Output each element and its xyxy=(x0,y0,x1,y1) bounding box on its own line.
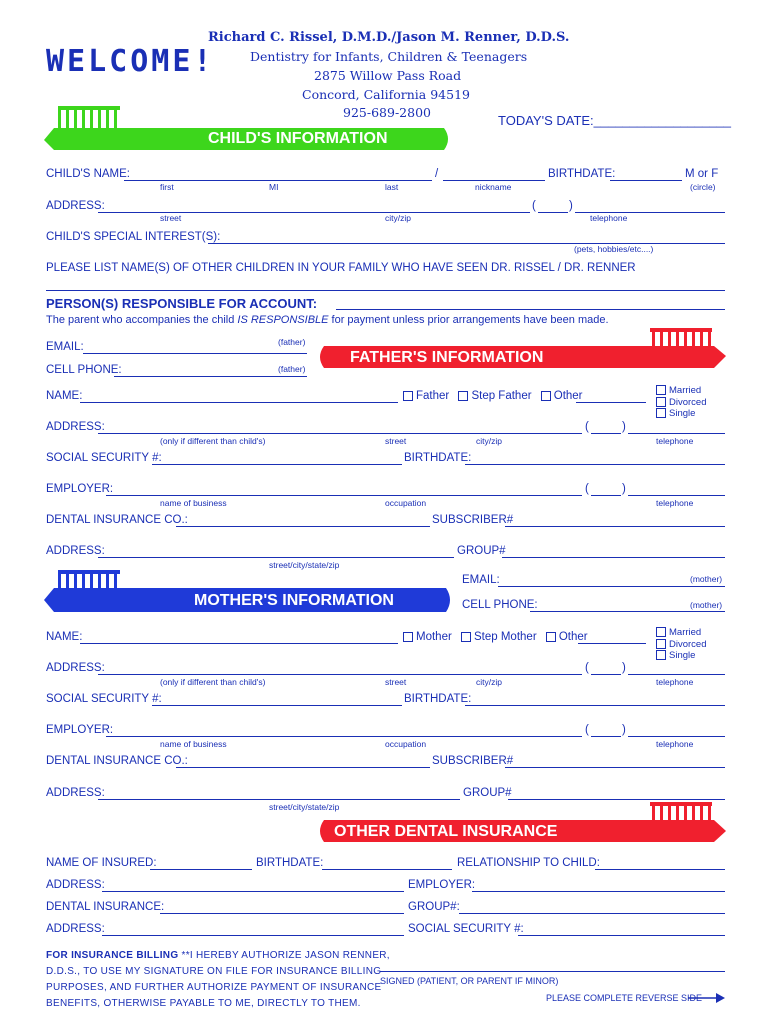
father-address-label: ADDRESS: xyxy=(46,421,105,433)
sub-street: street xyxy=(385,436,407,446)
father-employer-line[interactable] xyxy=(106,495,582,496)
child-areacode-line[interactable] xyxy=(538,212,568,213)
signature-caption: SIGNED (PATIENT, OR PARENT IF MINOR) xyxy=(380,976,559,986)
practice-phone: 925-689-2800 xyxy=(343,105,431,120)
mother-ssn-line[interactable] xyxy=(152,705,402,706)
sub-telephone: telephone xyxy=(656,498,694,508)
father-relation-options[interactable] xyxy=(403,390,583,402)
mother-email-tag: (mother) xyxy=(690,574,723,584)
note-part-2: for payment unless prior arrangements have been made. xyxy=(328,314,609,326)
checkbox-divorced[interactable] xyxy=(656,639,666,649)
mother-ins-address-label: ADDRESS: xyxy=(46,787,105,799)
checkbox-mother[interactable] xyxy=(403,632,413,642)
mother-ssn-label: SOCIAL SECURITY #: xyxy=(46,693,162,705)
opt-married: Married xyxy=(669,627,702,638)
sub-occupation: occupation xyxy=(385,498,427,508)
mother-address-line[interactable] xyxy=(98,674,582,675)
father-cell-tag: (father) xyxy=(278,364,306,374)
mother-other-line[interactable] xyxy=(578,643,646,644)
insured-name-line[interactable] xyxy=(150,869,252,870)
relationship-label: RELATIONSHIP TO CHILD: xyxy=(457,857,600,869)
mother-emp-areacode-line[interactable] xyxy=(591,736,621,737)
sub-business: name of business xyxy=(160,498,227,508)
father-ins-address-label: ADDRESS: xyxy=(46,545,105,557)
father-name-label: NAME: xyxy=(46,390,83,402)
opt-divorced: Divorced xyxy=(669,396,707,408)
sub-telephone: telephone xyxy=(656,739,694,749)
father-email-line[interactable] xyxy=(83,353,307,354)
child-nickname-line[interactable] xyxy=(443,180,545,181)
mother-areacode-line[interactable] xyxy=(591,674,621,675)
opt-stepfather: Step Father xyxy=(471,390,532,402)
mother-email-line[interactable] xyxy=(498,586,725,587)
other-insurance-label: DENTAL INSURANCE: xyxy=(46,901,165,913)
opt-other: Other xyxy=(553,390,583,402)
arrow-right-icon xyxy=(688,992,726,1004)
mother-cell-label: CELL PHONE: xyxy=(462,599,538,611)
checkbox-other[interactable] xyxy=(546,632,556,642)
father-email-label: EMAIL: xyxy=(46,341,84,353)
welcome-heading: WELCOME! xyxy=(46,44,215,79)
checkbox-single[interactable] xyxy=(656,408,666,418)
sub-cityzip: city/zip xyxy=(476,436,502,446)
father-employer-label: EMPLOYER: xyxy=(46,483,114,495)
mother-email-label: EMAIL: xyxy=(462,574,500,586)
other-insurance-line[interactable] xyxy=(160,913,404,914)
opt-married: Married xyxy=(669,385,702,396)
mother-marital[interactable] xyxy=(656,627,707,662)
mother-name-label: NAME: xyxy=(46,631,83,643)
sub-only-if: (only if different than child's) xyxy=(160,677,266,687)
mother-emp-phone-open: ( xyxy=(585,724,589,736)
billing-line-4: BENEFITS, OTHERWISE PAYABLE TO ME, DIRECTLY TO THEM. xyxy=(46,998,361,1009)
father-emp-areacode-line[interactable] xyxy=(591,495,621,496)
opt-stepmother: Step Mother xyxy=(474,631,537,643)
father-subscriber-line[interactable] xyxy=(505,526,725,527)
billing-line-3: PURPOSES, AND FURTHER AUTHORIZE PAYMENT OF INSURANCE xyxy=(46,982,382,993)
child-name-slash: / xyxy=(435,168,439,180)
sub-occupation: occupation xyxy=(385,739,427,749)
child-birthdate-line[interactable] xyxy=(610,180,682,181)
doctor-names: Richard C. Rissel, D.M.D./Jason M. Renner, D.D.S. xyxy=(208,30,570,45)
insured-birthdate-line[interactable] xyxy=(322,869,452,870)
sub-first: first xyxy=(160,182,174,192)
father-birthdate-label: BIRTHDATE: xyxy=(404,452,472,464)
mother-phone-open: ( xyxy=(585,662,589,674)
other-ssn-line[interactable] xyxy=(518,935,725,936)
sub-cityzip: city/zip xyxy=(476,677,502,687)
father-cell-label: CELL PHONE: xyxy=(46,364,122,376)
other-address-line[interactable] xyxy=(102,891,404,892)
father-other-line[interactable] xyxy=(576,402,646,403)
child-address-label: ADDRESS: xyxy=(46,200,105,212)
father-phone-open: ( xyxy=(585,421,589,433)
child-birthdate-label: BIRTHDATE: xyxy=(548,168,616,180)
father-group-line[interactable] xyxy=(502,557,725,558)
father-subscriber-label: SUBSCRIBER# xyxy=(432,514,514,526)
mother-phone-close: ) xyxy=(622,662,626,674)
sub-nickname: nickname xyxy=(475,182,512,192)
insured-name-label: NAME OF INSURED: xyxy=(46,857,157,869)
mother-employer-label: EMPLOYER: xyxy=(46,724,114,736)
sub-last: last xyxy=(385,182,399,192)
mother-relation-options[interactable] xyxy=(403,631,588,643)
other-children-line[interactable] xyxy=(46,290,725,291)
mother-birthdate-line[interactable] xyxy=(465,705,725,706)
mother-subscriber-line[interactable] xyxy=(505,767,725,768)
other-group-label: GROUP#: xyxy=(408,901,460,913)
father-emp-phone-line[interactable] xyxy=(628,495,725,496)
mother-employer-line[interactable] xyxy=(106,736,582,737)
note-part-1: The parent who accompanies the child xyxy=(46,314,238,326)
opt-single: Single xyxy=(669,408,696,419)
sub-telephone: telephone xyxy=(656,436,694,446)
child-phone-close: ) xyxy=(569,200,573,212)
billing-line-1: **I HEREBY AUTHORIZE JASON RENNER, xyxy=(178,950,390,961)
other-group-line[interactable] xyxy=(459,913,725,914)
practice-city: Concord, California 94519 xyxy=(302,87,470,102)
child-name-label: CHILD'S NAME: xyxy=(46,168,130,180)
father-address-line[interactable] xyxy=(98,433,582,434)
mother-subscriber-label: SUBSCRIBER# xyxy=(432,755,514,767)
sub-street-city: street/city/state/zip xyxy=(269,560,340,570)
bristles-icon xyxy=(650,328,712,348)
insured-birthdate-label: BIRTHDATE: xyxy=(256,857,324,869)
practice-street: 2875 Willow Pass Road xyxy=(314,68,462,83)
sub-business: name of business xyxy=(160,739,227,749)
sub-telephone: telephone xyxy=(656,677,694,687)
opt-father: Father xyxy=(416,390,450,402)
father-insurance-label: DENTAL INSURANCE CO.: xyxy=(46,514,188,526)
father-birthdate-line[interactable] xyxy=(465,464,725,465)
sub-street-city: street/city/state/zip xyxy=(269,802,340,812)
other-banner-title: OTHER DENTAL INSURANCE xyxy=(334,823,558,840)
mother-emp-phone-close: ) xyxy=(622,724,626,736)
child-sex-label: M or F xyxy=(685,168,719,180)
signature-line[interactable] xyxy=(380,971,725,972)
child-banner-title: CHILD'S INFORMATION xyxy=(208,130,388,147)
responsible-line[interactable] xyxy=(336,309,725,310)
opt-mother: Mother xyxy=(416,631,452,643)
mother-group-label: GROUP# xyxy=(463,787,512,799)
billing-authorization xyxy=(46,948,390,1012)
father-phone-close: ) xyxy=(622,421,626,433)
mother-birthdate-label: BIRTHDATE: xyxy=(404,693,472,705)
checkbox-stepmother[interactable] xyxy=(461,632,471,642)
father-ins-address-line[interactable] xyxy=(98,557,454,558)
checkbox-father[interactable] xyxy=(403,391,413,401)
checkbox-stepfather[interactable] xyxy=(458,391,468,401)
child-phone-open: ( xyxy=(532,200,536,212)
sub-street: street xyxy=(385,677,407,687)
father-ssn-label: SOCIAL SECURITY #: xyxy=(46,452,162,464)
billing-heading: FOR INSURANCE BILLING xyxy=(46,950,179,961)
practice-specialty: Dentistry for Infants, Children & Teenagers xyxy=(250,49,528,64)
mother-address-label: ADDRESS: xyxy=(46,662,105,674)
sub-street: street xyxy=(160,213,182,223)
mother-insurance-label: DENTAL INSURANCE CO.: xyxy=(46,755,188,767)
reverse-side-note: PLEASE COMPLETE REVERSE SIDE xyxy=(546,993,703,1003)
note-emphasis: IS RESPONSIBLE xyxy=(237,314,329,326)
sub-cityzip: city/zip xyxy=(385,213,411,223)
father-banner-title: FATHER'S INFORMATION xyxy=(350,349,544,366)
responsible-label: PERSON(S) RESPONSIBLE FOR ACCOUNT: xyxy=(46,296,318,311)
other-ssn-label: SOCIAL SECURITY #: xyxy=(408,923,524,935)
father-name-line[interactable] xyxy=(80,402,398,403)
checkbox-other[interactable] xyxy=(541,391,551,401)
checkbox-married[interactable] xyxy=(656,385,666,395)
opt-single: Single xyxy=(669,650,696,661)
checkbox-married[interactable] xyxy=(656,627,666,637)
mother-banner-title: MOTHER'S INFORMATION xyxy=(194,592,394,609)
father-ssn-line[interactable] xyxy=(152,464,402,465)
father-emp-phone-open: ( xyxy=(585,483,589,495)
sub-only-if: (only if different than child's) xyxy=(160,436,266,446)
child-interest-label: CHILD'S SPECIAL INTEREST(S): xyxy=(46,231,221,243)
mother-cell-tag: (mother) xyxy=(690,600,723,610)
father-email-tag: (father) xyxy=(278,337,306,347)
other-address2-line[interactable] xyxy=(102,935,404,936)
father-emp-phone-close: ) xyxy=(622,483,626,495)
bristles-icon xyxy=(58,570,120,590)
mother-emp-phone-line[interactable] xyxy=(628,736,725,737)
sub-telephone: telephone xyxy=(590,213,628,223)
checkbox-divorced[interactable] xyxy=(656,397,666,407)
child-name-line[interactable] xyxy=(124,180,432,181)
mother-cell-line[interactable] xyxy=(530,611,725,612)
relationship-line[interactable] xyxy=(595,869,725,870)
sub-pets: (pets, hobbies/etc....) xyxy=(574,244,654,254)
bristles-icon xyxy=(650,802,712,822)
other-children-label: PLEASE LIST NAME(S) OF OTHER CHILDREN IN YOUR FAMILY WHO HAVE SEEN DR. RISSEL / DR. RENNER xyxy=(46,262,636,274)
father-insurance-line[interactable] xyxy=(176,526,430,527)
father-phone-line[interactable] xyxy=(628,433,725,434)
father-areacode-line[interactable] xyxy=(591,433,621,434)
sub-circle: (circle) xyxy=(690,182,716,192)
opt-other: Other xyxy=(558,631,588,643)
bristles-icon xyxy=(58,106,120,128)
other-employer-label: EMPLOYER: xyxy=(408,879,476,891)
checkbox-single[interactable] xyxy=(656,650,666,660)
other-employer-line[interactable] xyxy=(472,891,725,892)
father-cell-line[interactable] xyxy=(114,376,307,377)
todays-date-field[interactable]: TODAY'S DATE:___________________ xyxy=(498,113,732,128)
other-address2-label: ADDRESS: xyxy=(46,923,105,935)
mother-insurance-line[interactable] xyxy=(176,767,430,768)
father-marital[interactable] xyxy=(656,385,707,420)
mother-name-line[interactable] xyxy=(80,643,398,644)
other-address-label: ADDRESS: xyxy=(46,879,105,891)
mother-phone-line[interactable] xyxy=(628,674,725,675)
opt-divorced: Divorced xyxy=(669,638,707,650)
billing-line-2: D.D.S., TO USE MY SIGNATURE ON FILE FOR INSURANCE BILLING xyxy=(46,966,382,977)
sub-mi: MI xyxy=(269,182,279,192)
father-group-label: GROUP# xyxy=(457,545,506,557)
